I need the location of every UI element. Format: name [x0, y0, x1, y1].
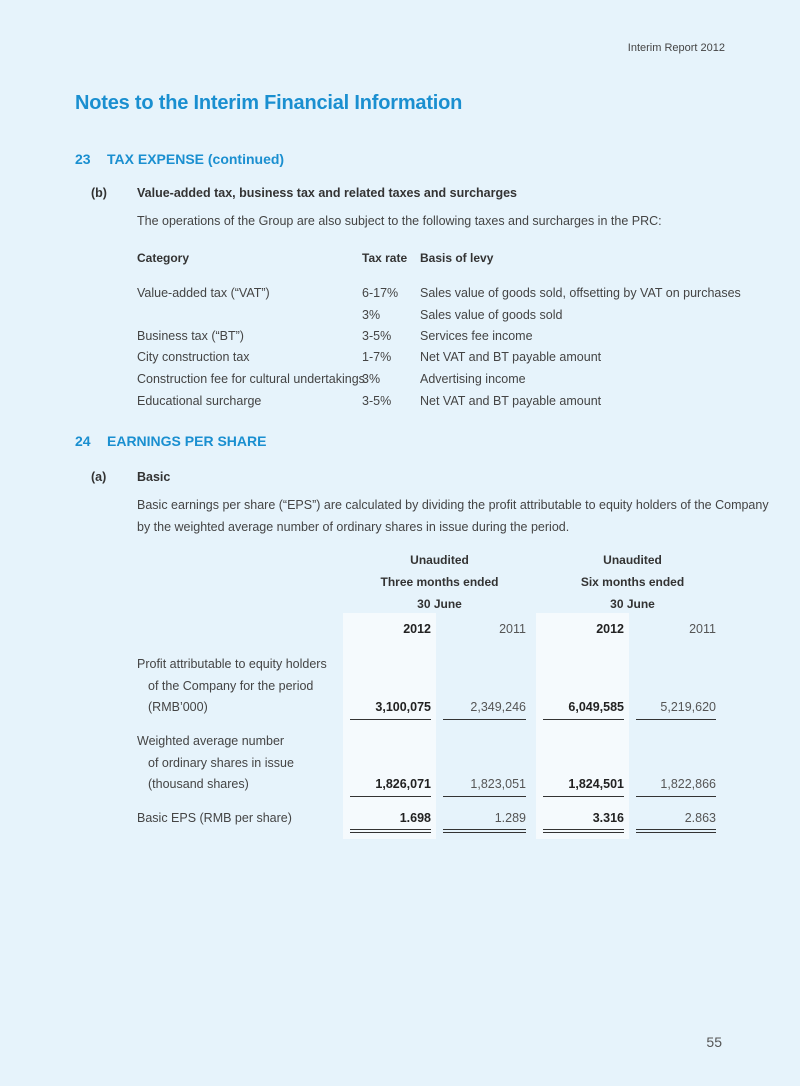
tax-row-category: Value-added tax (“VAT”) — [137, 286, 270, 300]
section-23-title: TAX EXPENSE (continued) — [107, 151, 285, 167]
group2-line2: Six months ended — [580, 575, 685, 589]
eps-row-label: (RMB’000) — [148, 700, 208, 714]
eps-row-label: Profit attributable to equity holders — [137, 657, 327, 671]
eps-row-label: Basic EPS (RMB per share) — [137, 811, 292, 825]
year-header: 2012 — [596, 622, 624, 636]
double-underline-top — [443, 829, 526, 830]
tax-row-basis: Net VAT and BT payable amount — [420, 350, 602, 364]
eps-row-label: Weighted average number — [137, 734, 285, 748]
tax-row-rate: 1-7% — [362, 350, 392, 364]
report-header: Interim Report 2012 — [627, 42, 725, 54]
underline — [350, 796, 431, 797]
tax-row-basis: Services fee income — [420, 329, 533, 343]
year-header: 2012 — [403, 622, 431, 636]
double-underline-bottom — [443, 832, 526, 833]
tax-row-rate: 3-5% — [362, 394, 392, 408]
group1-line3: 30 June — [417, 597, 462, 611]
underline — [543, 719, 624, 720]
double-underline-bottom — [636, 832, 716, 833]
tax-header-basis: Basis of levy — [420, 251, 494, 265]
page-number: 55 — [706, 1034, 722, 1050]
section-24-number: 24 — [75, 433, 91, 449]
section-23-number: 23 — [75, 151, 91, 167]
tax-row-rate: 3% — [362, 308, 381, 322]
group2-line3: 30 June — [610, 597, 655, 611]
tax-row-category: Business tax (“BT”) — [137, 329, 244, 343]
eps-row-label: of ordinary shares in issue — [148, 756, 294, 770]
double-underline-bottom — [543, 832, 624, 833]
year-header: 2011 — [689, 622, 716, 636]
group1-line2: Three months ended — [380, 575, 499, 589]
tax-row-rate: 3-5% — [362, 329, 392, 343]
year-header: 2011 — [499, 622, 526, 636]
subsection-b-label: (b) — [91, 186, 107, 200]
underline — [350, 719, 431, 720]
eps-row-label: (thousand shares) — [148, 777, 249, 791]
double-underline-bottom — [350, 832, 431, 833]
tax-intro-paragraph: The operations of the Group are also subject to the following taxes and surcharges in the PRC: — [137, 214, 662, 228]
tax-row-category: Educational surcharge — [137, 394, 262, 408]
tax-row-rate: 6-17% — [362, 286, 399, 300]
eps-value: 6,049,585 — [568, 700, 624, 714]
tax-row-basis: Net VAT and BT payable amount — [420, 394, 602, 408]
shade-col-2012-six-months — [536, 613, 629, 839]
tax-row-basis: Sales value of goods sold, offsetting by VAT on purchases — [420, 286, 741, 300]
eps-value: 1,824,501 — [568, 777, 624, 791]
underline — [636, 719, 716, 720]
tax-row-basis: Advertising income — [420, 372, 526, 386]
eps-value: 1,826,071 — [375, 777, 431, 791]
tax-header-category: Category — [137, 251, 190, 265]
tax-row-category: City construction tax — [137, 350, 250, 364]
eps-value: 1.698 — [399, 811, 431, 825]
tax-row-basis: Sales value of goods sold — [420, 308, 563, 322]
eps-value: 1.289 — [494, 811, 526, 825]
eps-value: 1,823,051 — [470, 777, 526, 791]
eps-value: 2.863 — [684, 811, 716, 825]
underline — [443, 719, 526, 720]
group2-line1: Unaudited — [603, 553, 662, 567]
eps-value: 5,219,620 — [660, 700, 716, 714]
tax-row-rate: 3% — [362, 372, 381, 386]
eps-value: 3,100,075 — [375, 700, 431, 714]
eps-paragraph-line-2: by the weighted average number of ordinary shares in issue during the period. — [137, 520, 570, 534]
eps-value: 3.316 — [592, 811, 624, 825]
eps-paragraph-line-1: Basic earnings per share (“EPS”) are calculated by dividing the profit attributable to equity holders of the Company — [137, 498, 769, 512]
underline — [636, 796, 716, 797]
underline — [543, 796, 624, 797]
double-underline-top — [636, 829, 716, 830]
section-24-title: EARNINGS PER SHARE — [107, 433, 267, 449]
group1-line1: Unaudited — [410, 553, 469, 567]
page-title: Notes to the Interim Financial Information — [75, 92, 463, 114]
tax-header-rate: Tax rate — [362, 251, 408, 265]
shade-col-2012-three-months — [343, 613, 436, 839]
underline — [443, 796, 526, 797]
double-underline-top — [543, 829, 624, 830]
eps-value: 1,822,866 — [660, 777, 716, 791]
subsection-a-title: Basic — [137, 470, 171, 484]
eps-value: 2,349,246 — [470, 700, 526, 714]
double-underline-top — [350, 829, 431, 830]
tax-row-category: Construction fee for cultural undertakings — [137, 372, 365, 386]
eps-row-label: of the Company for the period — [148, 679, 314, 693]
subsection-b-title: Value-added tax, business tax and related taxes and surcharges — [137, 186, 518, 200]
subsection-a-label: (a) — [91, 470, 107, 484]
